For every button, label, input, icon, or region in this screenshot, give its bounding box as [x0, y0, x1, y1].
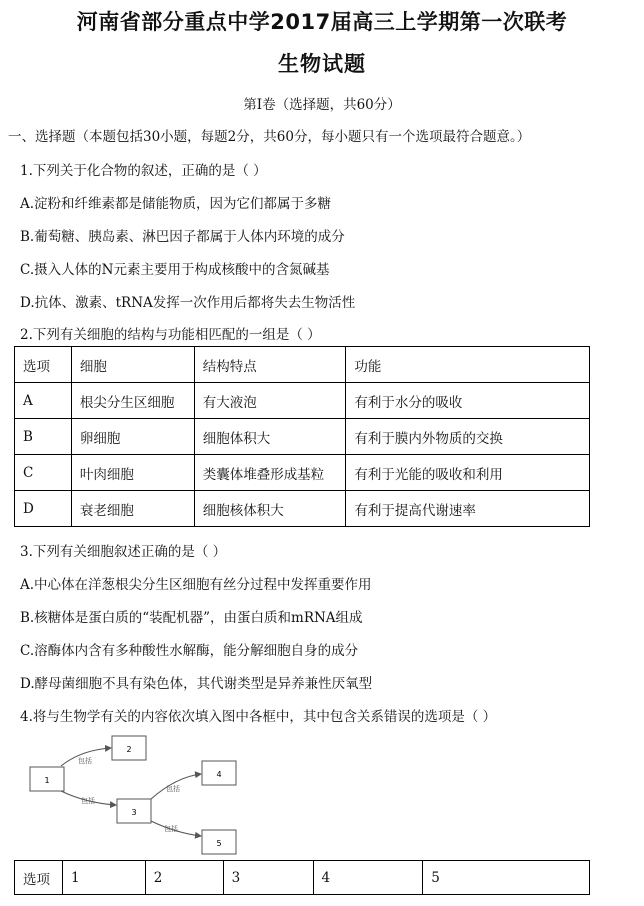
table-cell: 5 — [423, 861, 590, 895]
q3-stem: 3.下列有关细胞叙述正确的是（ ） — [20, 544, 227, 560]
diagram-box-label: 3 — [131, 808, 137, 817]
table-cell: 细胞 — [71, 347, 194, 383]
q1-option-a: A.淀粉和纤维素都是储能物质，因为它们都属于多糖 — [20, 196, 332, 212]
diagram-box-label: 4 — [216, 770, 222, 779]
q2-table — [14, 346, 590, 527]
paper-title: 河南省部分重点中学2017届高三上学期第一次联考 — [76, 10, 568, 34]
q3-option-d: D.酵母菌细胞不具有染色体，其代谢类型是异养兼性厌氧型 — [20, 676, 373, 692]
table-cell: 选项 — [15, 347, 72, 383]
table-row — [15, 419, 590, 455]
table-row — [15, 455, 590, 491]
table-header-row — [15, 861, 590, 895]
q1-option-b: B.葡萄糖、胰岛素、淋巴因子都属于人体内环境的成分 — [20, 229, 345, 245]
table-cell: 有大液泡 — [194, 383, 346, 419]
table-cell: 有利于膜内外物质的交换 — [346, 419, 590, 455]
edge-label: 包括 — [166, 785, 180, 793]
q2-stem: 2.下列有关细胞的结构与功能相匹配的一组是（ ） — [20, 327, 321, 343]
q1-stem: 1.下列关于化合物的叙述，正确的是（ ） — [20, 163, 267, 179]
q3-option-c: C.溶酶体内含有多种酸性水解酶，能分解细胞自身的成分 — [20, 643, 359, 659]
diagram-box-label: 5 — [216, 839, 222, 848]
table-cell: 功能 — [346, 347, 590, 383]
edge-label: 包括 — [81, 797, 95, 805]
diagram-box-label: 2 — [126, 745, 132, 754]
q1-option-d: D.抗体、激素、tRNA发挥一次作用后都将失去生物活性 — [20, 295, 356, 311]
table-cell: 卵细胞 — [71, 419, 194, 455]
table-cell: 1 — [62, 861, 145, 895]
q4-table — [14, 860, 590, 895]
table-cell: 衰老细胞 — [71, 491, 194, 527]
table-cell: 根尖分生区细胞 — [71, 383, 194, 419]
table-cell: 3 — [223, 861, 313, 895]
table-cell: B — [15, 419, 72, 455]
table-cell: 类囊体堆叠形成基粒 — [194, 455, 346, 491]
inclusion-diagram — [26, 733, 256, 858]
table-cell: 有利于水分的吸收 — [346, 383, 590, 419]
q3-option-a: A.中心体在洋葱根尖分生区细胞有丝分过程中发挥重要作用 — [20, 577, 372, 593]
edge-label: 包括 — [78, 757, 92, 765]
table-row — [15, 383, 590, 419]
instructions: 一、选择题（本题包括30小题，每题2分，共60分，每小题只有一个选项最符合题意。） — [8, 129, 531, 145]
q3-option-b: B.核糖体是蛋白质的“装配机器”，由蛋白质和mRNA组成 — [20, 610, 363, 626]
table-cell: 细胞体积大 — [194, 419, 346, 455]
section-title: 第Ⅰ卷（选择题，共60分） — [243, 97, 401, 113]
table-cell: 有利于光能的吸收和利用 — [346, 455, 590, 491]
table-cell: 4 — [313, 861, 423, 895]
paper-subtitle: 生物试题 — [278, 52, 366, 76]
table-cell: 细胞核体积大 — [194, 491, 346, 527]
q4-stem: 4.将与生物学有关的内容依次填入图中各框中，其中包含关系错误的选项是（ ） — [20, 709, 497, 725]
q1-option-c: C.摄入人体的N元素主要用于构成核酸中的含氮碱基 — [20, 262, 330, 278]
table-cell: 结构特点 — [194, 347, 346, 383]
table-cell: D — [15, 491, 72, 527]
table-cell: C — [15, 455, 72, 491]
table-cell: 2 — [145, 861, 223, 895]
table-cell: 叶肉细胞 — [71, 455, 194, 491]
diagram-box-label: 1 — [44, 776, 50, 785]
table-cell: A — [15, 383, 72, 419]
edge-label: 包括 — [164, 825, 178, 833]
table-cell: 有利于提高代谢速率 — [346, 491, 590, 527]
table-row — [15, 491, 590, 527]
table-header-row — [15, 347, 590, 383]
table-cell: 选项 — [15, 861, 63, 895]
